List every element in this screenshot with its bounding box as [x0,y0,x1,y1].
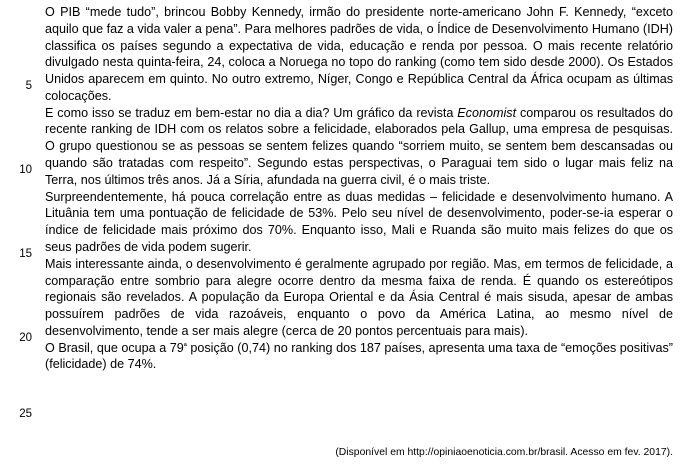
paragraph-1-text: O PIB “mede tudo”, brincou Bobby Kennedy, irmão do presidente norte-americano John F. Kennedy, “exceto aquilo que faz a vida valer a pena”. Para melhores padrões de vida, o Índice de Desenvolvimento Humano (IDH) classifica os países segundo a expectativa de vida, educação e renda por pessoa. O mais recente relatório divulgado nesta quinta-feira, 24, coloca a Noruega no topo do ranking (como tem sido desde 2000). Os Estados Unidos aparecem em quinto. No outro extremo, Níger, Congo e República Central da África ocupam as últimas colocações. [45,5,673,103]
paragraph-3 [45,189,673,256]
line-number: 20 [19,332,32,344]
paragraph-2-text-before-italic: E como isso se traduz em bem-estar no dia a dia? Um gráfico da revista [45,105,458,120]
source-attribution: (Disponível em http://opiniaoenoticia.com.br/brasil. Acesso em fev. 2017). [335,447,673,458]
paragraph-1 [45,4,673,105]
paragraph-4 [45,256,673,340]
line-number: 5 [25,80,32,92]
magazine-title-economist: Economist [457,105,517,120]
body-text-column [45,4,673,373]
line-number: 25 [19,408,32,420]
ordinal-indicator: ª [183,340,187,351]
paragraph-5-text-before-ordinal: O Brasil, que ocupa a 79 [45,340,184,355]
line-number: 10 [19,164,32,176]
line-number-gutter [0,0,40,472]
paragraph-3-text: Surpreendentemente, há pouca correlação entre as duas medidas – felicidade e desenvolvimento humano. A Lituânia tem uma pontuação de felicidade de 53%. Pelo seu nível de desenvolvimento, poder-se-ia esperar o índice de felicidade mais próximo dos 70%. Enquanto isso, Mali e Ruanda são muito mais felizes do que os seus padrões de vida podem sugerir. [45,189,673,254]
paragraph-4-text: Mais interessante ainda, o desenvolvimento é geralmente agrupado por região. Mas, em termos de felicidade, a comparação entre sombrio para alegre ocorre dentro da mesma faixa de renda. É quando os estereótipos regionais são revelados. A população da Europa Oriental e da Ásia Central é mais sisuda, apesar de ambas possuírem padrões de vida razoáveis, enquanto o povo da América Latina, ao mesmo nível de desenvolvimento, tende a ser mais alegre (cerca de 20 pontos percentuais para mais). [45,256,673,338]
paragraph-5-text-after-ordinal: posição (0,74) no ranking dos 187 países, apresenta uma taxa de “emoções positivas” (felicidade) de 74%. [45,340,673,372]
paragraph-5 [45,340,673,374]
paragraph-2 [45,105,673,189]
paragraph-2-text-after-italic: comparou os resultados do recente ranking de IDH com os relatos sobre a felicidade, elaborados pela Gallup, uma empresa de pesquisas. O grupo questionou se as pessoas se sentem felizes quando “sorriem muito, se sentem bem descansadas ou quando são tratadas com respeito”. Segundo estas perspectivas, o Paraguai tem sido o lugar mais feliz na Terra, nos últimos três anos. Já a Síria, afundada na guerra civil, é o mais triste. [45,105,673,187]
line-number: 15 [19,248,32,260]
